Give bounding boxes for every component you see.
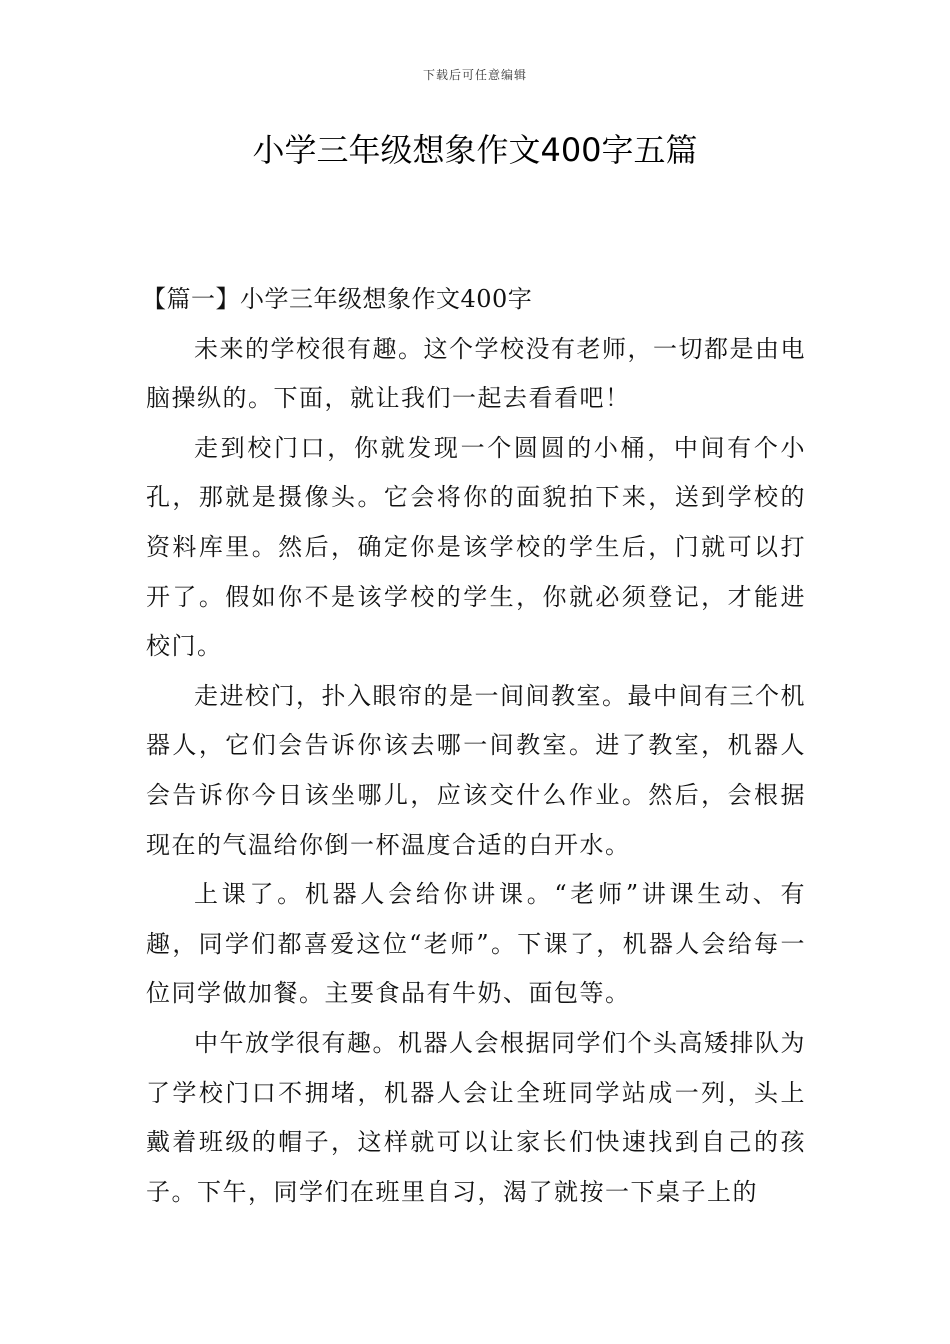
paragraph: 未来的学校很有趣。这个学校没有老师，一切都是由电脑操纵的。下面，就让我们一起去看看吧！ — [146, 334, 806, 413]
paragraph: 走到校门口，你就发现一个圆圆的小桶，中间有个小孔，那就是摄像头。它会将你的面貌拍下来，送到学校的资料库里。然后，确定你是该学校的学生后，门就可以打开了。假如你不是该学校的学生，你就必须登记，才能进校门。 — [146, 433, 806, 661]
paragraph: 走进校门，扑入眼帘的是一间间教室。最中间有三个机器人，它们会告诉你该去哪一间教室。进了教室，机器人会告诉你今日该坐哪儿，应该交什么作业。然后，会根据现在的气温给你倒一杯温度合适的白开水。 — [146, 681, 806, 859]
document-body — [142, 275, 806, 1217]
header-note: 下载后可任意编辑 — [422, 68, 527, 82]
paragraph: 中午放学很有趣。机器人会根据同学们个头高矮排队为了学校门口不拥堵，机器人会让全班同学站成一列，头上戴着班级的帽子，这样就可以让家长们快速找到自己的孩子。下午，同学们在班里自习，渴了就按一下桌子上的 — [146, 1028, 806, 1206]
paragraph: 上课了。机器人会给你讲课。“老师”讲课生动、有趣，同学们都喜爱这位“老师”。下课了，机器人会给每一位同学做加餐。主要食品有牛奶、面包等。 — [146, 880, 806, 1008]
section-heading: 【篇一】小学三年级想象作文400字 — [142, 285, 533, 313]
document-title: 小学三年级想象作文400字五篇 — [252, 131, 698, 169]
